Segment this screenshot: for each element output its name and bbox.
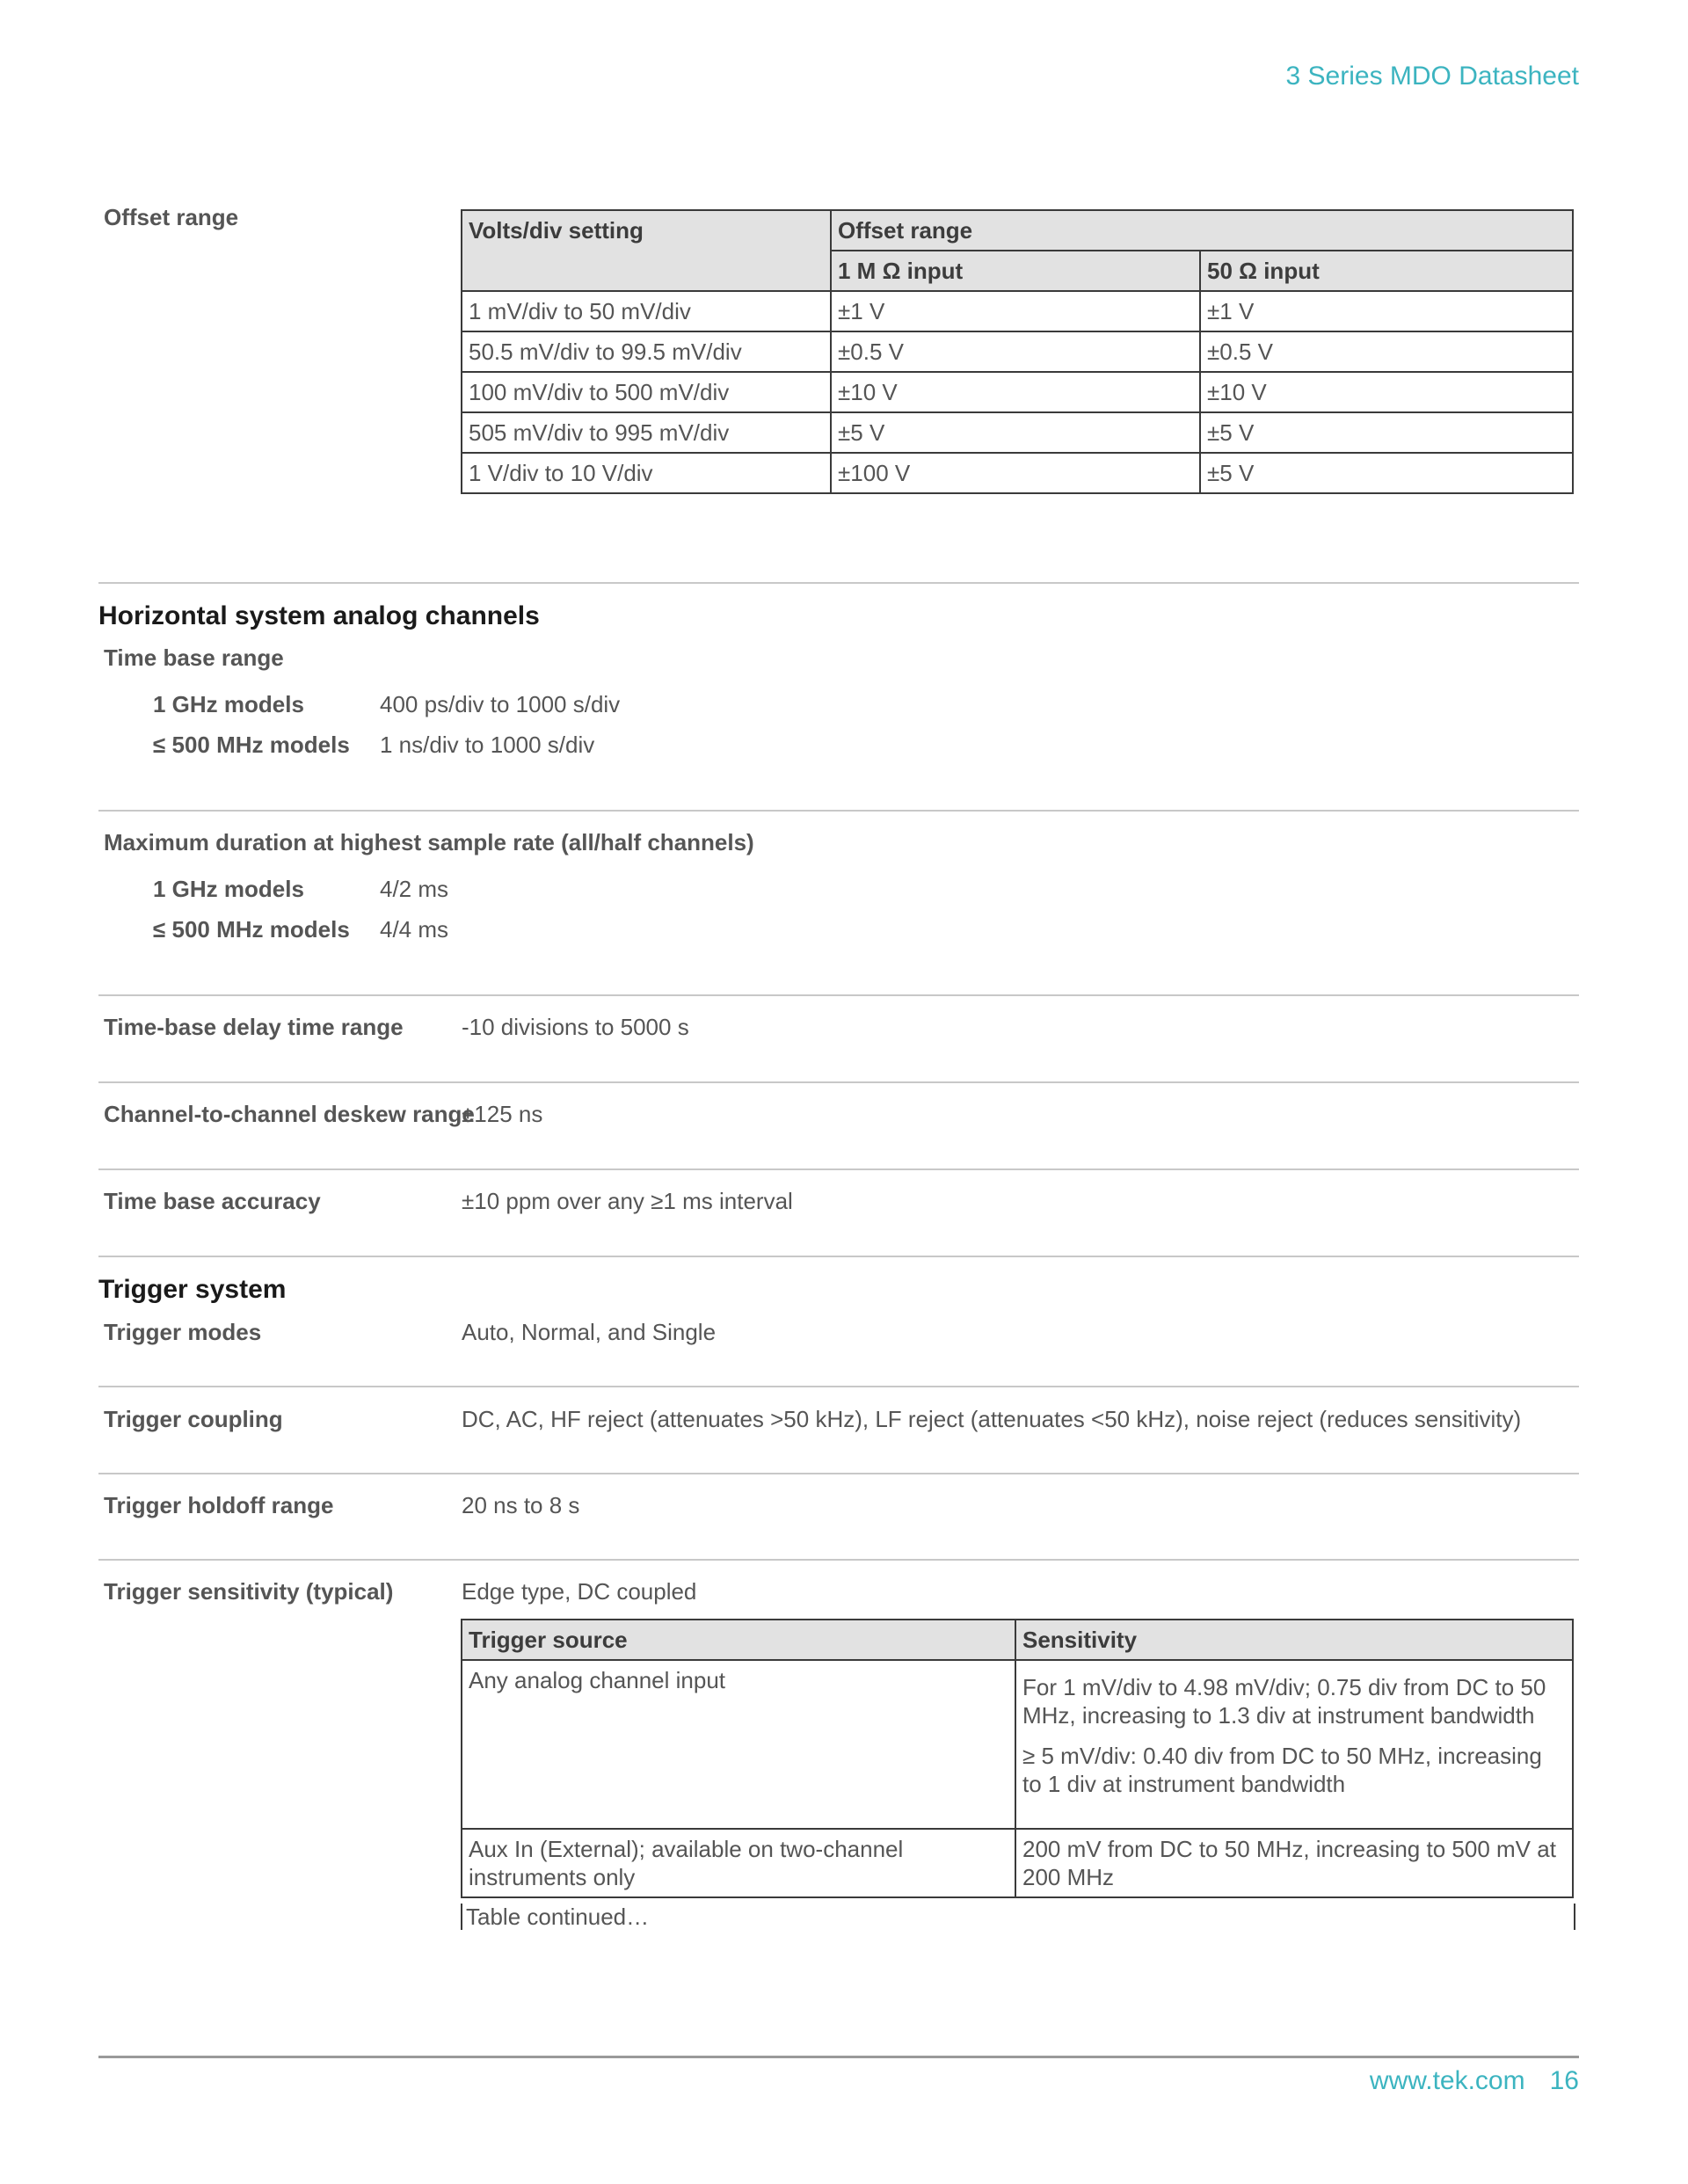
- col-offset-range: Offset range: [831, 210, 1573, 251]
- time-base-accuracy-value: ±10 ppm over any ≥1 ms interval: [462, 1188, 793, 1214]
- time-base-accuracy-label: Time base accuracy: [104, 1188, 321, 1214]
- max-duration-label: Maximum duration at highest sample rate (all/half channels): [104, 829, 754, 855]
- model-1ghz-label: 1 GHz models: [153, 876, 304, 902]
- cell-1m: ±5 V: [831, 412, 1200, 453]
- section-divider: [98, 994, 1579, 996]
- cell-50: ±10 V: [1200, 372, 1573, 412]
- cell-50: ±5 V: [1200, 412, 1573, 453]
- cell-50: ±0.5 V: [1200, 331, 1573, 372]
- cell-1m: ±100 V: [831, 453, 1200, 493]
- cell-1m: ±0.5 V: [831, 331, 1200, 372]
- section-divider: [98, 1559, 1579, 1561]
- deskew-range-value: ±125 ns: [462, 1101, 543, 1127]
- trigger-modes-value: Auto, Normal, and Single: [462, 1319, 717, 1345]
- deskew-range-label: Channel-to-channel deskew range: [104, 1101, 475, 1127]
- section-divider: [98, 582, 1579, 584]
- section-divider: [98, 1386, 1579, 1387]
- section-divider: [98, 1473, 1579, 1474]
- table-row: [462, 412, 1573, 453]
- table-row: [462, 1660, 1573, 1829]
- cell-sensitivity: 200 mV from DC to 50 MHz, increasing to 500 mV at 200 MHz: [1015, 1829, 1573, 1897]
- cell-setting: 505 mV/div to 995 mV/div: [462, 412, 831, 453]
- offset-range-table: [461, 209, 1574, 494]
- delay-time-range-value: -10 divisions to 5000 s: [462, 1014, 689, 1040]
- table-row: [462, 291, 1573, 331]
- cell-setting: 100 mV/div to 500 mV/div: [462, 372, 831, 412]
- cell-setting: 50.5 mV/div to 99.5 mV/div: [462, 331, 831, 372]
- time-base-500mhz-value: 1 ns/div to 1000 s/div: [380, 732, 595, 758]
- col-volts-div-setting: Volts/div setting: [462, 210, 831, 291]
- max-duration-1ghz-value: 4/2 ms: [380, 876, 449, 902]
- section-divider: [98, 1256, 1579, 1257]
- table-header-row: [462, 210, 1573, 251]
- time-base-1ghz-value: 400 ps/div to 1000 s/div: [380, 691, 621, 717]
- sensitivity-line: For 1 mV/div to 4.98 mV/div; 0.75 div from DC to 50 MHz, increasing to 1.3 div at instrument bandwidth: [1022, 1674, 1546, 1729]
- time-base-range-label: Time base range: [104, 644, 284, 671]
- trigger-modes-label: Trigger modes: [104, 1319, 262, 1345]
- cell-setting: 1 V/div to 10 V/div: [462, 453, 831, 493]
- cell-sensitivity: [1015, 1660, 1573, 1829]
- cell-trigger-source: Aux In (External); available on two-channel instruments only: [462, 1829, 1015, 1897]
- cell-50: ±1 V: [1200, 291, 1573, 331]
- model-500mhz-label: ≤ 500 MHz models: [153, 916, 350, 943]
- table-row: [462, 372, 1573, 412]
- trigger-section-title: Trigger system: [98, 1275, 287, 1304]
- horizontal-section-title: Horizontal system analog channels: [98, 601, 540, 630]
- max-duration-500mhz-value: 4/4 ms: [380, 916, 449, 943]
- table-header-row: [462, 1620, 1573, 1660]
- cell-1m: ±10 V: [831, 372, 1200, 412]
- trigger-sensitivity-intro: Edge type, DC coupled: [462, 1578, 697, 1605]
- offset-range-label: Offset range: [104, 204, 239, 230]
- page-number: 16: [1549, 2066, 1579, 2095]
- table-row: [462, 1829, 1573, 1897]
- col-50-ohm-input: 50 Ω input: [1200, 251, 1573, 291]
- table-continued-note: Table continued…: [461, 1904, 1575, 1930]
- col-1m-ohm-input: 1 M Ω input: [831, 251, 1200, 291]
- trigger-holdoff-label: Trigger holdoff range: [104, 1492, 334, 1518]
- section-divider: [98, 1168, 1579, 1170]
- table-row: [462, 331, 1573, 372]
- section-divider: [98, 1081, 1579, 1083]
- page-header-title: 3 Series MDO Datasheet: [1285, 62, 1579, 91]
- footer-url-link[interactable]: www.tek.com: [1369, 2066, 1525, 2095]
- trigger-coupling-label: Trigger coupling: [104, 1406, 283, 1432]
- trigger-sensitivity-label: Trigger sensitivity (typical): [104, 1578, 394, 1605]
- page-footer: [1370, 2066, 1579, 2096]
- cell-1m: ±1 V: [831, 291, 1200, 331]
- trigger-coupling-value: DC, AC, HF reject (attenuates >50 kHz), LF reject (attenuates <50 kHz), noise reject (reduces sensitivity): [462, 1406, 1522, 1432]
- footer-divider: [98, 2056, 1579, 2058]
- trigger-holdoff-value: 20 ns to 8 s: [462, 1492, 580, 1518]
- col-trigger-source: Trigger source: [462, 1620, 1015, 1660]
- model-1ghz-label: 1 GHz models: [153, 691, 304, 717]
- cell-50: ±5 V: [1200, 453, 1573, 493]
- cell-trigger-source: Any analog channel input: [462, 1660, 1015, 1829]
- cell-setting: 1 mV/div to 50 mV/div: [462, 291, 831, 331]
- table-row: [462, 453, 1573, 493]
- model-500mhz-label: ≤ 500 MHz models: [153, 732, 350, 758]
- delay-time-range-label: Time-base delay time range: [104, 1014, 404, 1040]
- sensitivity-line: ≥ 5 mV/div: 0.40 div from DC to 50 MHz, increasing to 1 div at instrument bandwidth: [1022, 1743, 1542, 1797]
- col-sensitivity: Sensitivity: [1015, 1620, 1573, 1660]
- trigger-sensitivity-table: [461, 1619, 1574, 1898]
- section-divider: [98, 810, 1579, 812]
